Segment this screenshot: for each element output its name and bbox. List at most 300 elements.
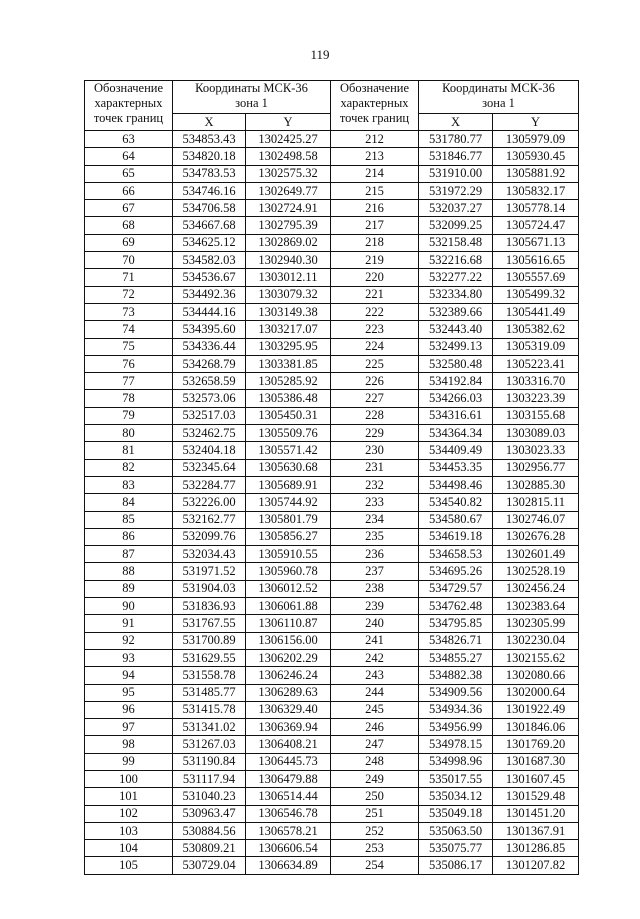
y-coordinate-cell: 1306578.21 (246, 822, 331, 839)
x-coordinate-cell: 534667.68 (173, 217, 246, 234)
x-coordinate-cell: 534706.58 (173, 200, 246, 217)
y-coordinate-cell: 1305223.41 (493, 355, 579, 372)
y-coordinate-cell: 1303155.68 (493, 407, 579, 424)
y-coordinate-cell: 1301367.91 (493, 822, 579, 839)
y-coordinate-cell: 1306110.87 (246, 615, 331, 632)
x-coordinate-cell: 531485.77 (173, 684, 246, 701)
y-coordinate-cell: 1306246.24 (246, 667, 331, 684)
x-coordinate-cell: 534820.18 (173, 148, 246, 165)
y-header-right: Y (493, 114, 579, 131)
x-coordinate-cell: 531780.77 (419, 131, 493, 148)
x-coordinate-cell: 532099.76 (173, 528, 246, 545)
y-coordinate-cell: 1302000.64 (493, 684, 579, 701)
point-number-cell: 98 (85, 736, 173, 753)
y-coordinate-cell: 1302676.28 (493, 528, 579, 545)
x-coordinate-cell: 532389.66 (419, 303, 493, 320)
y-coordinate-cell: 1303316.70 (493, 373, 579, 390)
point-number-cell: 101 (85, 788, 173, 805)
x-coordinate-cell: 534783.53 (173, 165, 246, 182)
y-coordinate-cell: 1305386.48 (246, 390, 331, 407)
point-number-cell: 71 (85, 269, 173, 286)
y-coordinate-cell: 1306408.21 (246, 736, 331, 753)
table-row (85, 269, 579, 286)
y-coordinate-cell: 1306329.40 (246, 701, 331, 718)
x-coordinate-cell: 530963.47 (173, 805, 246, 822)
y-coordinate-cell: 1302080.66 (493, 667, 579, 684)
table-row (85, 770, 579, 787)
y-coordinate-cell: 1302940.30 (246, 252, 331, 269)
y-coordinate-cell: 1302305.99 (493, 615, 579, 632)
y-coordinate-cell: 1302575.32 (246, 165, 331, 182)
x-coordinate-cell: 532573.06 (173, 390, 246, 407)
table-body (85, 131, 579, 875)
point-number-cell: 245 (331, 701, 419, 718)
point-number-cell: 75 (85, 338, 173, 355)
y-coordinate-cell: 1305285.92 (246, 373, 331, 390)
x-coordinate-cell: 531117.94 (173, 770, 246, 787)
table-row (85, 252, 579, 269)
y-coordinate-cell: 1303217.07 (246, 321, 331, 338)
point-number-cell: 223 (331, 321, 419, 338)
x-coordinate-cell: 534855.27 (419, 649, 493, 666)
y-coordinate-cell: 1306634.89 (246, 857, 331, 874)
point-number-cell: 217 (331, 217, 419, 234)
point-number-cell: 236 (331, 546, 419, 563)
table-row (85, 667, 579, 684)
point-number-cell: 252 (331, 822, 419, 839)
point-number-cell: 229 (331, 425, 419, 442)
x-coordinate-cell: 535034.12 (419, 788, 493, 805)
y-coordinate-cell: 1301769.20 (493, 736, 579, 753)
x-header-left: X (173, 114, 246, 131)
point-number-cell: 73 (85, 303, 173, 320)
x-coordinate-cell: 532499.13 (419, 338, 493, 355)
y-coordinate-cell: 1303012.11 (246, 269, 331, 286)
x-coordinate-cell: 532158.48 (419, 234, 493, 251)
page-number: 119 (310, 47, 330, 62)
y-coordinate-cell: 1301607.45 (493, 770, 579, 787)
x-coordinate-cell: 532034.43 (173, 546, 246, 563)
point-number-cell: 230 (331, 442, 419, 459)
y-coordinate-cell: 1302528.19 (493, 563, 579, 580)
y-coordinate-cell: 1303089.03 (493, 425, 579, 442)
point-number-cell: 95 (85, 684, 173, 701)
y-coordinate-cell: 1305881.92 (493, 165, 579, 182)
table-row (85, 338, 579, 355)
x-coordinate-cell: 534746.16 (173, 182, 246, 199)
x-coordinate-cell: 532404.18 (173, 442, 246, 459)
point-number-cell: 235 (331, 528, 419, 545)
y-coordinate-cell: 1305689.91 (246, 476, 331, 493)
point-number-cell: 89 (85, 580, 173, 597)
y-coordinate-cell: 1305557.69 (493, 269, 579, 286)
point-number-cell: 221 (331, 286, 419, 303)
x-coordinate-cell: 531629.55 (173, 649, 246, 666)
point-number-cell: 222 (331, 303, 419, 320)
y-coordinate-cell: 1305960.78 (246, 563, 331, 580)
table-row (85, 321, 579, 338)
y-coordinate-cell: 1305979.09 (493, 131, 579, 148)
x-coordinate-cell: 532517.03 (173, 407, 246, 424)
table-row (85, 407, 579, 424)
table-row (85, 390, 579, 407)
x-coordinate-cell: 532658.59 (173, 373, 246, 390)
point-number-cell: 64 (85, 148, 173, 165)
table-row (85, 563, 579, 580)
x-coordinate-cell: 531415.78 (173, 701, 246, 718)
x-coordinate-cell: 532345.64 (173, 459, 246, 476)
point-number-cell: 92 (85, 632, 173, 649)
point-number-cell: 212 (331, 131, 419, 148)
x-coordinate-cell: 530809.21 (173, 840, 246, 857)
y-coordinate-cell: 1303295.95 (246, 338, 331, 355)
point-number-cell: 220 (331, 269, 419, 286)
table-row (85, 546, 579, 563)
point-number-cell: 244 (331, 684, 419, 701)
table-row (85, 511, 579, 528)
x-coordinate-cell: 532226.00 (173, 494, 246, 511)
point-number-cell: 79 (85, 407, 173, 424)
table-row (85, 303, 579, 320)
point-number-cell: 76 (85, 355, 173, 372)
point-number-cell: 104 (85, 840, 173, 857)
x-coordinate-cell: 534336.44 (173, 338, 246, 355)
y-coordinate-cell: 1301207.82 (493, 857, 579, 874)
y-coordinate-cell: 1305724.47 (493, 217, 579, 234)
table-row (85, 148, 579, 165)
table-row (85, 719, 579, 736)
point-number-cell: 237 (331, 563, 419, 580)
point-number-cell: 219 (331, 252, 419, 269)
y-coordinate-cell: 1302649.77 (246, 182, 331, 199)
x-coordinate-cell: 534695.26 (419, 563, 493, 580)
x-coordinate-cell: 534444.16 (173, 303, 246, 320)
y-coordinate-cell: 1305744.92 (246, 494, 331, 511)
table-row (85, 528, 579, 545)
x-coordinate-cell: 532334.80 (419, 286, 493, 303)
table-row (85, 442, 579, 459)
point-number-cell: 70 (85, 252, 173, 269)
point-number-cell: 103 (85, 822, 173, 839)
x-coordinate-cell: 534395.60 (173, 321, 246, 338)
y-coordinate-cell: 1306514.44 (246, 788, 331, 805)
x-coordinate-cell: 531836.93 (173, 598, 246, 615)
point-number-cell: 102 (85, 805, 173, 822)
x-coordinate-cell: 530884.56 (173, 822, 246, 839)
x-coordinate-cell: 534978.15 (419, 736, 493, 753)
table-row (85, 355, 579, 372)
table-row (85, 822, 579, 839)
point-number-cell: 67 (85, 200, 173, 217)
y-coordinate-cell: 1306606.54 (246, 840, 331, 857)
point-number-cell: 226 (331, 373, 419, 390)
point-number-cell: 74 (85, 321, 173, 338)
x-coordinate-cell: 534580.67 (419, 511, 493, 528)
point-number-cell: 94 (85, 667, 173, 684)
y-coordinate-cell: 1301286.85 (493, 840, 579, 857)
table-row (85, 234, 579, 251)
y-coordinate-cell: 1305630.68 (246, 459, 331, 476)
x-coordinate-cell: 534998.96 (419, 753, 493, 770)
point-number-cell: 77 (85, 373, 173, 390)
table-row (85, 615, 579, 632)
point-number-cell: 69 (85, 234, 173, 251)
x-coordinate-cell: 534268.79 (173, 355, 246, 372)
x-coordinate-cell: 531972.29 (419, 182, 493, 199)
point-number-cell: 242 (331, 649, 419, 666)
x-coordinate-cell: 531341.02 (173, 719, 246, 736)
x-coordinate-cell: 534453.35 (419, 459, 493, 476)
x-coordinate-cell: 532216.68 (419, 252, 493, 269)
y-coordinate-cell: 1306012.52 (246, 580, 331, 597)
point-number-cell: 78 (85, 390, 173, 407)
y-coordinate-cell: 1301529.48 (493, 788, 579, 805)
y-coordinate-cell: 1305930.45 (493, 148, 579, 165)
x-coordinate-cell: 532099.25 (419, 217, 493, 234)
y-header-left: Y (246, 114, 331, 131)
point-number-cell: 91 (85, 615, 173, 632)
x-coordinate-cell: 531700.89 (173, 632, 246, 649)
y-coordinate-cell: 1302155.62 (493, 649, 579, 666)
x-coordinate-cell: 534498.46 (419, 476, 493, 493)
table-row (85, 736, 579, 753)
point-number-cell: 82 (85, 459, 173, 476)
x-coordinate-cell: 534582.03 (173, 252, 246, 269)
x-coordinate-cell: 534540.82 (419, 494, 493, 511)
y-coordinate-cell: 1306289.63 (246, 684, 331, 701)
table-row (85, 131, 579, 148)
x-coordinate-cell: 534492.36 (173, 286, 246, 303)
y-coordinate-cell: 1305319.09 (493, 338, 579, 355)
table-row (85, 425, 579, 442)
y-coordinate-cell: 1306061.88 (246, 598, 331, 615)
point-number-cell: 241 (331, 632, 419, 649)
point-number-cell: 86 (85, 528, 173, 545)
point-number-cell: 84 (85, 494, 173, 511)
y-coordinate-cell: 1301846.06 (493, 719, 579, 736)
point-number-cell: 218 (331, 234, 419, 251)
y-coordinate-cell: 1302456.24 (493, 580, 579, 597)
x-coordinate-cell: 532580.48 (419, 355, 493, 372)
x-coordinate-cell: 532037.27 (419, 200, 493, 217)
point-number-cell: 97 (85, 719, 173, 736)
point-number-cell: 80 (85, 425, 173, 442)
x-coordinate-cell: 532462.75 (173, 425, 246, 442)
point-number-cell: 249 (331, 770, 419, 787)
y-coordinate-cell: 1305499.32 (493, 286, 579, 303)
x-coordinate-cell: 534536.67 (173, 269, 246, 286)
point-number-cell: 87 (85, 546, 173, 563)
x-coordinate-cell: 532162.77 (173, 511, 246, 528)
y-coordinate-cell: 1305910.55 (246, 546, 331, 563)
y-coordinate-cell: 1306202.29 (246, 649, 331, 666)
point-number-cell: 224 (331, 338, 419, 355)
point-number-cell: 63 (85, 131, 173, 148)
y-coordinate-cell: 1305671.13 (493, 234, 579, 251)
x-coordinate-cell: 534882.38 (419, 667, 493, 684)
y-coordinate-cell: 1302383.64 (493, 598, 579, 615)
y-coordinate-cell: 1301687.30 (493, 753, 579, 770)
table-row (85, 805, 579, 822)
x-coordinate-cell: 534316.61 (419, 407, 493, 424)
table-header (85, 81, 579, 131)
table-row (85, 857, 579, 874)
y-coordinate-cell: 1301451.20 (493, 805, 579, 822)
point-number-cell: 254 (331, 857, 419, 874)
table-row (85, 165, 579, 182)
y-coordinate-cell: 1302956.77 (493, 459, 579, 476)
point-number-cell: 105 (85, 857, 173, 874)
point-number-cell: 227 (331, 390, 419, 407)
point-number-cell: 248 (331, 753, 419, 770)
point-number-cell: 228 (331, 407, 419, 424)
point-number-cell: 234 (331, 511, 419, 528)
point-number-cell: 225 (331, 355, 419, 372)
x-coordinate-cell: 531767.55 (173, 615, 246, 632)
x-coordinate-cell: 534956.99 (419, 719, 493, 736)
x-coordinate-cell: 534762.48 (419, 598, 493, 615)
y-coordinate-cell: 1306546.78 (246, 805, 331, 822)
y-coordinate-cell: 1306369.94 (246, 719, 331, 736)
point-number-cell: 66 (85, 182, 173, 199)
x-coordinate-cell: 531971.52 (173, 563, 246, 580)
x-coordinate-cell: 534853.43 (173, 131, 246, 148)
table-row (85, 217, 579, 234)
y-coordinate-cell: 1305382.62 (493, 321, 579, 338)
point-header-right: Обозначение характерных точек границ (331, 81, 419, 131)
x-coordinate-cell: 532284.77 (173, 476, 246, 493)
x-coordinate-cell: 534192.84 (419, 373, 493, 390)
y-coordinate-cell: 1302425.27 (246, 131, 331, 148)
point-number-cell: 72 (85, 286, 173, 303)
coordinates-table (84, 80, 579, 875)
table-row (85, 684, 579, 701)
x-coordinate-cell: 531190.84 (173, 753, 246, 770)
table-row (85, 753, 579, 770)
point-number-cell: 88 (85, 563, 173, 580)
y-coordinate-cell: 1305856.27 (246, 528, 331, 545)
point-number-cell: 85 (85, 511, 173, 528)
x-coordinate-cell: 535063.50 (419, 822, 493, 839)
x-coordinate-cell: 534729.57 (419, 580, 493, 597)
y-coordinate-cell: 1302724.91 (246, 200, 331, 217)
point-number-cell: 83 (85, 476, 173, 493)
table-row (85, 649, 579, 666)
x-coordinate-cell: 534364.34 (419, 425, 493, 442)
table-row (85, 788, 579, 805)
y-coordinate-cell: 1303223.39 (493, 390, 579, 407)
y-coordinate-cell: 1303149.38 (246, 303, 331, 320)
x-coordinate-cell: 534934.36 (419, 701, 493, 718)
x-coordinate-cell: 534909.56 (419, 684, 493, 701)
y-coordinate-cell: 1303381.85 (246, 355, 331, 372)
point-number-cell: 231 (331, 459, 419, 476)
point-number-cell: 246 (331, 719, 419, 736)
x-coordinate-cell: 531846.77 (419, 148, 493, 165)
table-row (85, 286, 579, 303)
y-coordinate-cell: 1302498.58 (246, 148, 331, 165)
table-row (85, 476, 579, 493)
y-coordinate-cell: 1302230.04 (493, 632, 579, 649)
table-row (85, 182, 579, 199)
x-coordinate-cell: 534795.85 (419, 615, 493, 632)
y-coordinate-cell: 1305778.14 (493, 200, 579, 217)
point-number-cell: 215 (331, 182, 419, 199)
y-coordinate-cell: 1302815.11 (493, 494, 579, 511)
point-number-cell: 232 (331, 476, 419, 493)
point-number-cell: 90 (85, 598, 173, 615)
point-number-cell: 240 (331, 615, 419, 632)
table-row (85, 200, 579, 217)
x-coordinate-cell: 534625.12 (173, 234, 246, 251)
point-number-cell: 251 (331, 805, 419, 822)
coordinates-header-right: Координаты МСК-36 зона 1 (419, 81, 579, 114)
x-coordinate-cell: 531040.23 (173, 788, 246, 805)
point-number-cell: 243 (331, 667, 419, 684)
y-coordinate-cell: 1306479.88 (246, 770, 331, 787)
x-coordinate-cell: 535049.18 (419, 805, 493, 822)
point-number-cell: 216 (331, 200, 419, 217)
point-number-cell: 233 (331, 494, 419, 511)
table-row (85, 373, 579, 390)
y-coordinate-cell: 1301922.49 (493, 701, 579, 718)
y-coordinate-cell: 1305616.65 (493, 252, 579, 269)
x-coordinate-cell: 535017.55 (419, 770, 493, 787)
point-number-cell: 68 (85, 217, 173, 234)
x-coordinate-cell: 530729.04 (173, 857, 246, 874)
x-header-right: X (419, 114, 493, 131)
table-row (85, 580, 579, 597)
y-coordinate-cell: 1305801.79 (246, 511, 331, 528)
x-coordinate-cell: 534266.03 (419, 390, 493, 407)
y-coordinate-cell: 1302869.02 (246, 234, 331, 251)
y-coordinate-cell: 1305571.42 (246, 442, 331, 459)
point-number-cell: 253 (331, 840, 419, 857)
table-row (85, 840, 579, 857)
x-coordinate-cell: 531904.03 (173, 580, 246, 597)
y-coordinate-cell: 1305509.76 (246, 425, 331, 442)
y-coordinate-cell: 1305832.17 (493, 182, 579, 199)
x-coordinate-cell: 534409.49 (419, 442, 493, 459)
x-coordinate-cell: 534658.53 (419, 546, 493, 563)
x-coordinate-cell: 532277.22 (419, 269, 493, 286)
y-coordinate-cell: 1305450.31 (246, 407, 331, 424)
x-coordinate-cell: 535086.17 (419, 857, 493, 874)
point-number-cell: 239 (331, 598, 419, 615)
x-coordinate-cell: 532443.40 (419, 321, 493, 338)
point-number-cell: 250 (331, 788, 419, 805)
y-coordinate-cell: 1306156.00 (246, 632, 331, 649)
point-number-cell: 238 (331, 580, 419, 597)
x-coordinate-cell: 531910.00 (419, 165, 493, 182)
point-number-cell: 100 (85, 770, 173, 787)
table-row (85, 632, 579, 649)
y-coordinate-cell: 1306445.73 (246, 753, 331, 770)
x-coordinate-cell: 535075.77 (419, 840, 493, 857)
table-row (85, 494, 579, 511)
y-coordinate-cell: 1303079.32 (246, 286, 331, 303)
point-number-cell: 99 (85, 753, 173, 770)
y-coordinate-cell: 1302795.39 (246, 217, 331, 234)
point-number-cell: 214 (331, 165, 419, 182)
x-coordinate-cell: 531267.03 (173, 736, 246, 753)
point-number-cell: 96 (85, 701, 173, 718)
x-coordinate-cell: 531558.78 (173, 667, 246, 684)
point-header-left: Обозначение характерных точек границ (85, 81, 173, 131)
point-number-cell: 247 (331, 736, 419, 753)
coordinates-header-left: Координаты МСК-36 зона 1 (173, 81, 331, 114)
x-coordinate-cell: 534826.71 (419, 632, 493, 649)
